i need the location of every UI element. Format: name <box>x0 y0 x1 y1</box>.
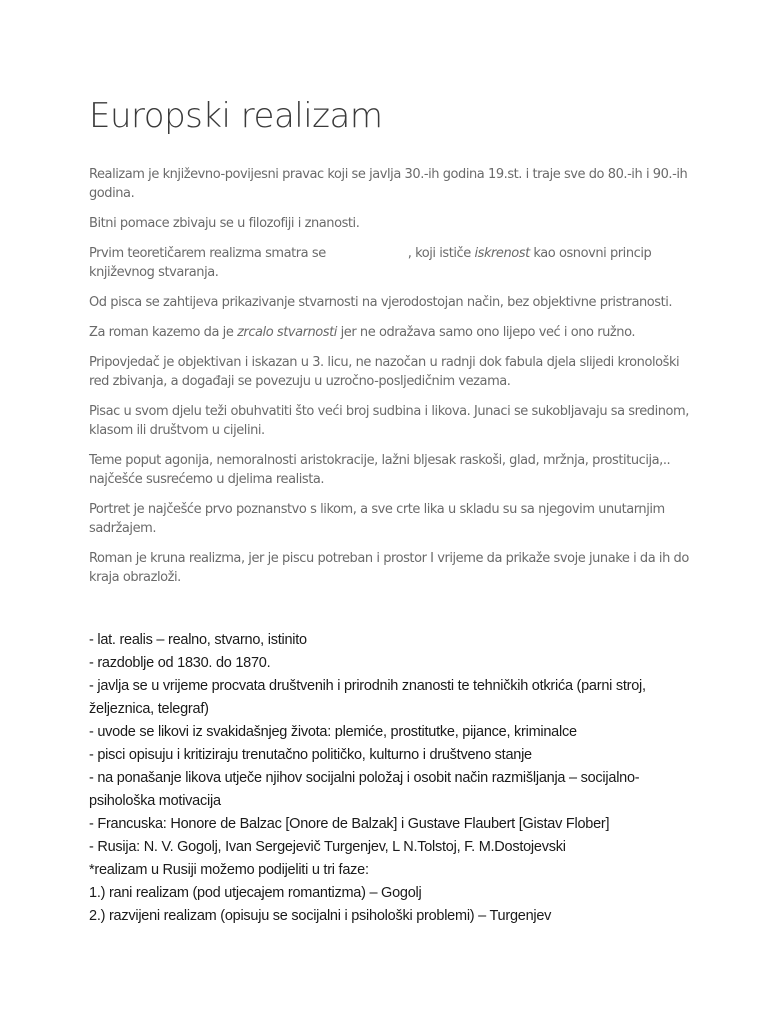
bullet-item: 1.) rani realizam (pod utjecajem romantizma) – Gogolj <box>89 885 422 901</box>
paragraph-text: kao osnovni princip književnog stvaranja. <box>89 246 652 280</box>
paragraph-text: Prvim teoretičarem realizma smatra se <box>89 246 326 261</box>
bullet-item: 2.) razvijeni realizam (opisuju se socijalni i psihološki problemi) – Turgenjev <box>89 908 552 924</box>
paragraph-text: , koji ističe <box>407 246 475 261</box>
bullet-item: - pisci opisuju i kritiziraju trenutačno političko, kulturno i društveno stanje <box>89 747 532 763</box>
bullet-item: - javlja se u vrijeme procvata društvenih i prirodnih znanosti te tehničkih otkrića (parni stroj, željeznica, telegraf) <box>89 678 646 717</box>
paragraph <box>89 244 689 282</box>
paragraph: Pisac u svom djelu teži obuhvatiti što veći broj sudbina i likova. Junaci se sukobljavaju sa sredinom, klasom ili društvom u cijelini. <box>89 404 689 438</box>
bullet-item: *realizam u Rusiji možemo podijeliti u tri faze: <box>89 862 369 878</box>
bullet-item: - Rusija: N. V. Gogolj, Ivan Sergejevič Turgenjev, L N.Tolstoj, F. M.Dostojevski <box>89 839 566 855</box>
bullet-item: - lat. realis – realno, stvarno, istinito <box>89 632 307 648</box>
bullet-item: - razdoblje od 1830. do 1870. <box>89 655 271 671</box>
paragraph: Roman je kruna realizma, jer je piscu potreban i prostor I vrijeme da prikaže svoje junake i da ih do kraja obrazloži. <box>89 551 689 585</box>
paragraph: Realizam je književno-povijesni pravac koji se javlja 30.-ih godina 19.st. i traje sve do 80.-ih i 90.-ih godina. <box>89 167 688 201</box>
bullet-item: - Francuska: Honore de Balzac [Onore de Balzak] i Gustave Flaubert [Gistav Flober] <box>89 816 610 832</box>
paragraph: Portret je najčešće prvo poznanstvo s likom, a sve crte lika u skladu su sa njegovim unutarnjim sadržajem. <box>89 502 665 536</box>
italic-term: zrcalo stvarnosti <box>237 325 337 340</box>
paragraph: Teme poput agonija, nemoralnosti aristokracije, lažni bljesak raskoši, glad, mržnja, prostitucija,.. najčešće susrećemo u djelima realista. <box>89 453 671 487</box>
paragraph: Pripovjedač je objektivan i iskazan u 3. licu, ne nazočan u radnji dok fabula djela slijedi kronološki red zbivanja, a događaji se povezuju u uzročno-posljedičnim vezama. <box>89 355 680 389</box>
paragraph: Od pisca se zahtijeva prikazivanje stvarnosti na vjerodostojan način, bez objektivne pristranosti. <box>89 295 673 310</box>
bullet-list <box>89 629 689 928</box>
intro-paragraphs <box>89 165 689 598</box>
document-title: Europski realizam <box>89 96 383 136</box>
italic-term: iskrenost <box>474 246 530 261</box>
bullet-item: - uvode se likovi iz svakidašnjeg života: plemiće, prostitutke, pijance, kriminalce <box>89 724 577 740</box>
paragraph-text: jer ne odražava samo ono lijepo već i ono ružno. <box>336 325 636 340</box>
paragraph-text: Za roman kazemo da je <box>89 325 238 340</box>
paragraph <box>89 323 689 342</box>
bullet-item: - na ponašanje likova utječe njihov socijalni položaj i osobit način razmišljanja – socijalno-psihološka motivacija <box>89 770 640 809</box>
paragraph: Bitni pomace zbivaju se u filozofiji i znanosti. <box>89 216 360 231</box>
